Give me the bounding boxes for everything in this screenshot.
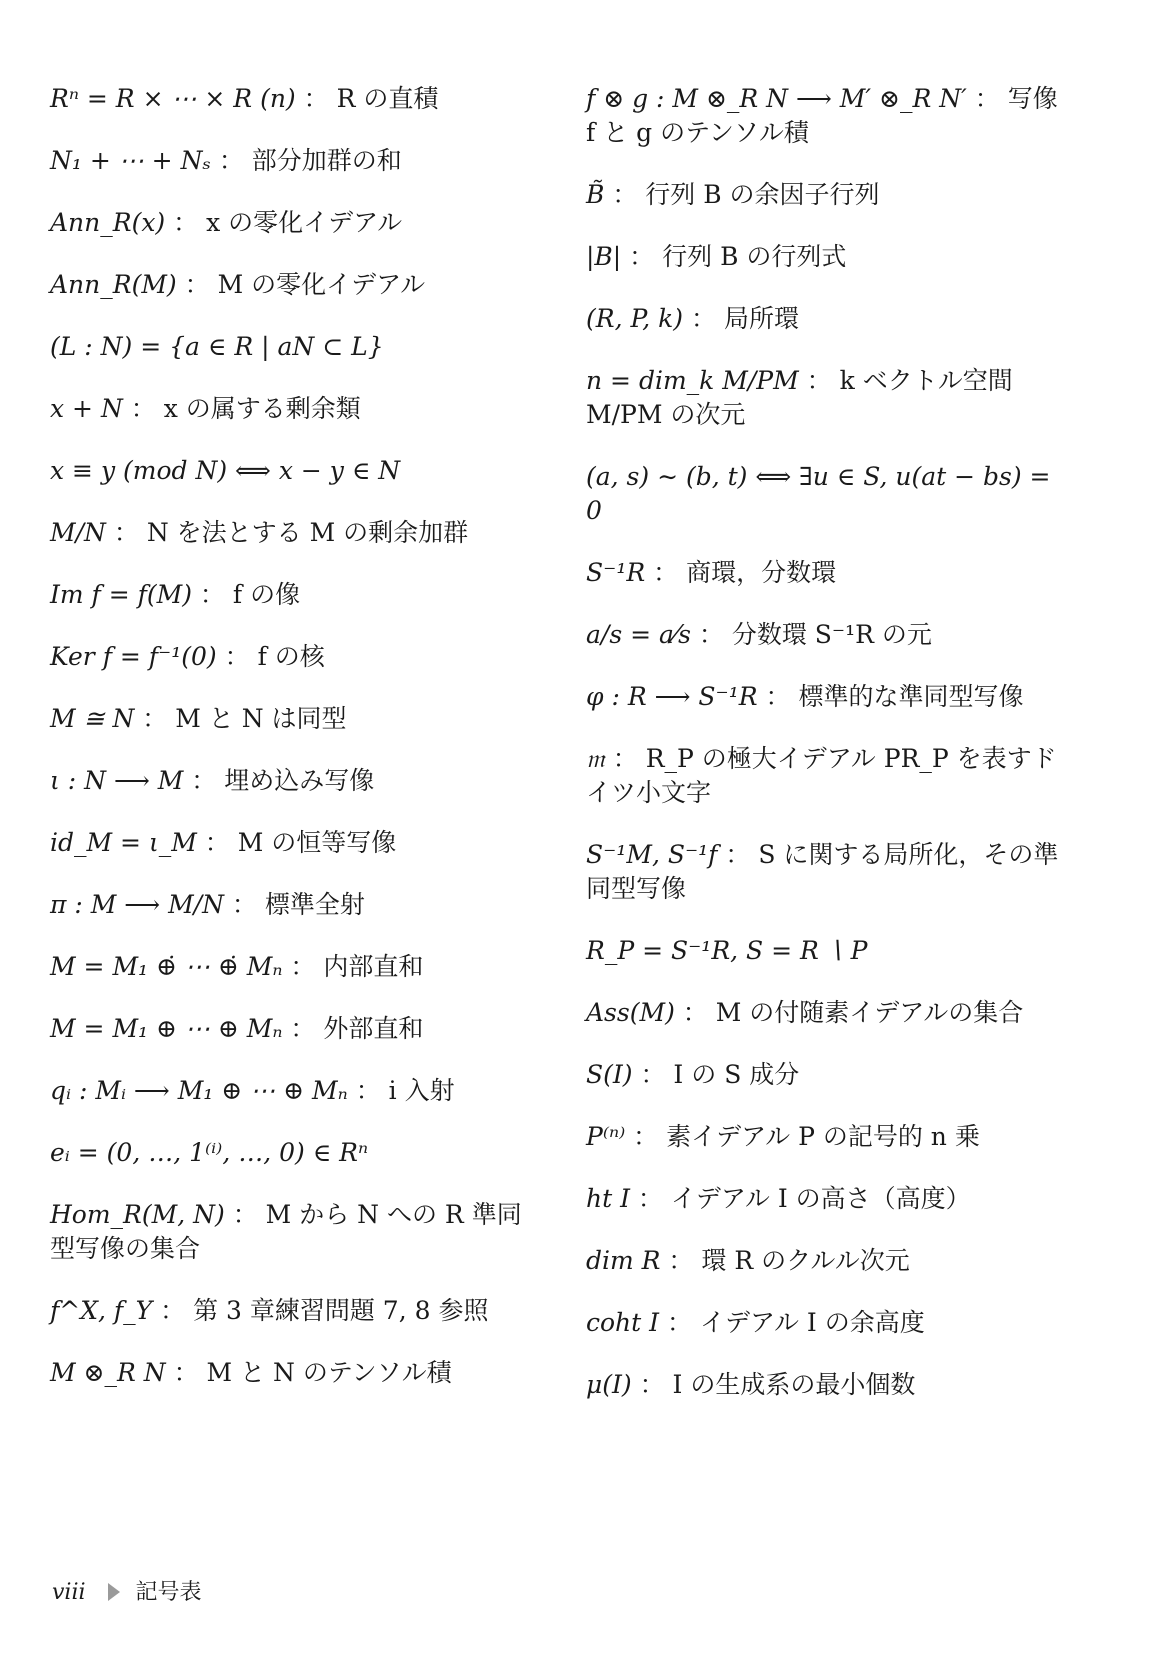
symbol-entry [50, 950, 540, 984]
symbol-entry [50, 1294, 540, 1328]
entry-description: x の属する剰余類 [163, 394, 361, 423]
symbol-entry [50, 1012, 540, 1046]
entry-separator: ： [717, 840, 759, 869]
entry-symbol: S(I) [586, 1060, 633, 1089]
entry-separator: ： [224, 1200, 266, 1229]
entry-symbol: eᵢ = (0, …, 1⁽ⁱ⁾, …, 0) ∈ Rⁿ [50, 1138, 369, 1167]
entry-symbol: 𝔪 [586, 744, 605, 773]
entry-separator: ： [757, 682, 799, 711]
entry-symbol: Hom_R(M, N) [50, 1200, 225, 1229]
symbol-entry [586, 838, 1070, 906]
symbol-entry [586, 1120, 1070, 1154]
entry-symbol: S⁻¹M, S⁻¹f [586, 840, 718, 869]
entry-description: I の S 成分 [673, 1060, 800, 1089]
symbol-entry [586, 460, 1070, 528]
symbol-entry [586, 1368, 1070, 1402]
entry-separator: ： [621, 242, 663, 271]
triangle-icon [108, 1583, 120, 1601]
entry-symbol: x + N [50, 394, 123, 423]
entry-symbol: M = M₁ ⊕ ⋯ ⊕ Mₙ [50, 1014, 283, 1043]
entry-separator: ： [629, 1184, 671, 1213]
entry-symbol: a/s = a⁄s [586, 620, 691, 649]
entry-description: イデアル I の余高度 [699, 1308, 925, 1337]
entry-separator: ： [674, 998, 716, 1027]
entry-separator: ： [347, 1076, 389, 1105]
section-title: 記号表 [135, 1580, 202, 1605]
entry-symbol: φ : R ⟶ S⁻¹R [586, 682, 758, 711]
entry-symbol: Im f = f(M) [50, 580, 192, 609]
entry-symbol: Ass(M) [586, 998, 675, 1027]
entry-separator: ： [632, 1060, 674, 1089]
symbol-entry [586, 1306, 1070, 1340]
symbol-entry [50, 392, 540, 426]
entry-symbol: Ann_R(x) [50, 208, 166, 237]
entry-symbol: f ⊗ g : M ⊗_R N ⟶ M′ ⊗_R N′ [586, 84, 967, 113]
entry-separator: ： [659, 1308, 700, 1337]
entry-separator: ： [295, 84, 337, 113]
symbol-entry [50, 330, 540, 364]
entry-symbol: M ⊗_R N [50, 1358, 166, 1387]
entry-description: 標準的な準同型写像 [798, 682, 1024, 711]
entry-symbol: P⁽ⁿ⁾ [586, 1122, 626, 1151]
entry-description: 部分加群の和 [251, 146, 402, 175]
symbol-entry [586, 240, 1070, 274]
entry-description: 商環，分数環 [686, 558, 837, 587]
entry-separator: ： [282, 1014, 324, 1043]
entry-separator: ： [183, 766, 225, 795]
symbol-entry [50, 1136, 540, 1170]
entry-description: M と N は同型 [175, 704, 347, 733]
entry-separator: ： [165, 208, 207, 237]
entry-symbol: |B| [586, 242, 622, 271]
entry-symbol: ι : N ⟶ M [50, 766, 184, 795]
entry-description: I の生成系の最小個数 [672, 1370, 916, 1399]
page-footer [52, 1575, 202, 1606]
entry-separator: ： [223, 890, 265, 919]
entry-symbol: R_P = S⁻¹R, S = R ∖ P [586, 936, 868, 965]
entry-separator: ： [604, 744, 646, 773]
entry-symbol: f^X, f_Y [50, 1296, 153, 1325]
entry-separator: ： [690, 620, 732, 649]
entry-separator: ： [152, 1296, 194, 1325]
entry-symbol: Ann_R(M) [50, 270, 177, 299]
symbol-entry [50, 454, 540, 488]
entry-symbol: (a, s) ∼ (b, t) ⟺ ∃u ∈ S, u(at − bs) = 0 [586, 462, 1051, 525]
entry-description: R の直積 [336, 84, 439, 113]
entry-symbol: μ(I) [586, 1370, 632, 1399]
entry-description: 分数環 S⁻¹R の元 [731, 620, 932, 649]
entry-symbol: dim R [586, 1246, 661, 1275]
entry-symbol: S⁻¹R [586, 558, 646, 587]
entry-description: x の零化イデアル [206, 208, 403, 237]
entry-description: M の恒等写像 [237, 828, 397, 857]
entry-symbol: π : M ⟶ M/N [50, 890, 224, 919]
entry-symbol: M ≅ N [50, 704, 135, 733]
symbol-entry [586, 996, 1070, 1030]
symbol-entry [50, 516, 540, 550]
entry-separator: ： [660, 1246, 702, 1275]
symbol-entry [586, 302, 1070, 336]
entry-separator: ： [216, 642, 258, 671]
entry-separator: ： [191, 580, 233, 609]
entry-separator: ： [966, 84, 1008, 113]
symbol-entry [586, 618, 1070, 652]
entry-symbol: (L : N) = {a ∈ R | aN ⊂ L} [50, 332, 384, 361]
symbol-entry [586, 364, 1070, 432]
entry-separator: ： [210, 146, 252, 175]
symbol-entry [50, 1198, 540, 1266]
entry-description: 標準全射 [264, 890, 365, 919]
entry-description: 素イデアル P の記号的 n 乗 [666, 1122, 980, 1151]
symbol-entry [586, 82, 1070, 150]
entry-description: i 入射 [388, 1076, 455, 1105]
entry-description: R_P の極大イデアル PR_P を表すドイツ小文字 [586, 744, 1057, 807]
entry-symbol: Rⁿ = R × ⋯ × R (n) [50, 84, 296, 113]
entry-symbol: (R, P, k) [586, 304, 684, 333]
entry-symbol: id_M = ι_M [50, 828, 197, 857]
entry-separator: ： [134, 704, 176, 733]
entry-description: 行列 B の行列式 [662, 242, 847, 271]
page-number: viii [52, 1580, 86, 1605]
entry-description: 外部直和 [323, 1014, 424, 1043]
entry-symbol: B̃ [586, 180, 605, 209]
entry-separator: ： [196, 828, 238, 857]
entry-description: イデアル I の高さ（高度） [670, 1184, 971, 1213]
entry-symbol: Ker f = f⁻¹(0) [50, 642, 217, 671]
entry-description: M から N への R 準同型写像の集合 [50, 1200, 522, 1263]
symbol-entry [50, 888, 540, 922]
entry-separator: ： [631, 1370, 673, 1399]
entry-symbol: M = M₁ ⊕̇ ⋯ ⊕̇ Mₙ [50, 952, 283, 981]
entry-separator: ： [165, 1358, 207, 1387]
symbol-entry [586, 934, 1070, 968]
entry-separator: ： [105, 518, 147, 547]
entry-separator: ： [625, 1122, 667, 1151]
symbol-entry [586, 178, 1070, 212]
symbol-entry [586, 680, 1070, 714]
entry-description: 局所環 [723, 304, 799, 333]
symbol-entry [50, 640, 540, 674]
symbol-entry [50, 1356, 540, 1390]
entry-separator: ： [604, 180, 646, 209]
entry-description: f の像 [232, 580, 301, 609]
entry-separator: ： [683, 304, 724, 333]
entry-description: 内部直和 [323, 952, 424, 981]
entry-description: 写像 f と g のテンソル積 [586, 84, 1058, 147]
left-column [50, 82, 540, 1418]
entry-description: 行列 B の余因子行列 [645, 180, 880, 209]
symbol-entry [50, 268, 540, 302]
entry-symbol: M/N [50, 518, 106, 547]
symbol-entry [586, 1058, 1070, 1092]
entry-description: M の零化イデアル [217, 270, 426, 299]
entry-description: 埋め込み写像 [224, 766, 375, 795]
entry-separator: ： [645, 558, 687, 587]
right-column [586, 82, 1070, 1430]
symbol-entry [50, 206, 540, 240]
symbol-entry [586, 742, 1070, 810]
symbol-entry [586, 556, 1070, 590]
entry-description: f の核 [257, 642, 325, 671]
entry-description: M の付随素イデアルの集合 [715, 998, 1024, 1027]
entry-description: 第 3 章練習問題 7, 8 参照 [193, 1296, 489, 1325]
symbol-entry [50, 764, 540, 798]
entry-description: N を法とする M の剰余加群 [146, 518, 469, 547]
entry-symbol: n = dim_k M/PM [586, 366, 799, 395]
entry-separator: ： [122, 394, 164, 423]
entry-description: 環 R のクルル次元 [701, 1246, 910, 1275]
symbol-entry [50, 144, 540, 178]
entry-description: M と N のテンソル積 [206, 1358, 452, 1387]
entry-symbol: x ≡ y (mod N) ⟺ x − y ∈ N [50, 456, 401, 485]
symbol-entry [586, 1182, 1070, 1216]
entry-symbol: coht I [586, 1308, 660, 1337]
symbol-entry [50, 702, 540, 736]
symbol-entry [50, 578, 540, 612]
entry-separator: ： [176, 270, 218, 299]
entry-symbol: qᵢ : Mᵢ ⟶ M₁ ⊕ ⋯ ⊕ Mₙ [50, 1076, 348, 1105]
entry-description: k ベクトル空間 M/PM の次元 [586, 366, 1013, 429]
entry-description: S に関する局所化，その準同型写像 [586, 840, 1059, 903]
entry-symbol: ht I [586, 1184, 630, 1213]
entry-symbol: N₁ + ⋯ + Nₛ [50, 146, 211, 175]
entry-separator: ： [282, 952, 324, 981]
symbol-entry [586, 1244, 1070, 1278]
symbol-entry [50, 826, 540, 860]
symbol-entry [50, 82, 540, 116]
symbol-entry [50, 1074, 540, 1108]
entry-separator: ： [798, 366, 840, 395]
